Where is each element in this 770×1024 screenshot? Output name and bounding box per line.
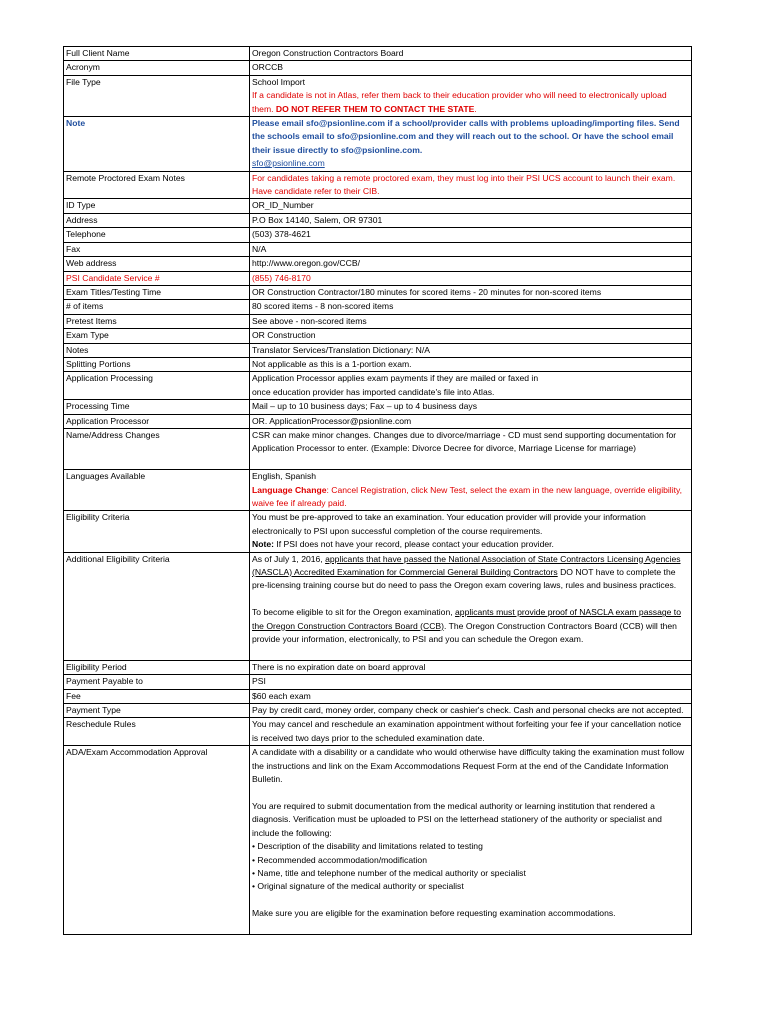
table-row [64, 689, 692, 703]
table-row [64, 199, 692, 213]
table-row [64, 242, 692, 256]
email-link[interactable]: sfo@psionline.com [252, 158, 325, 169]
ada-bullet: • Name, title and telephone number of the medical authority or specialist [252, 867, 526, 878]
row-value: Mail – up to 10 business days; Fax – up to 4 business days [250, 400, 692, 414]
row-value: http://www.oregon.gov/CCB/ [250, 257, 692, 271]
row-label: Languages Available [64, 470, 250, 511]
row-label: ADA/Exam Accommodation Approval [64, 746, 250, 935]
table-row [64, 285, 692, 299]
ada-documentation: You are required to submit documentation from the medical authority or learning institution that rendered a diagnosis. Verification must be uploaded to PSI on the letterhead stationery of the authority or specialist and include the following: [252, 800, 662, 838]
row-value: (503) 378-4621 [250, 228, 692, 242]
row-label: Telephone [64, 228, 250, 242]
table-row [64, 357, 692, 371]
row-label: Application Processing [64, 372, 250, 400]
table-row [64, 75, 692, 116]
row-label: File Type [64, 75, 250, 116]
table-row [64, 228, 692, 242]
nascla-text: As of July 1, 2016, [252, 553, 326, 564]
ada-intro: A candidate with a disability or a candidate who would otherwise have difficulty taking the examination must follow the instructions and link on the Exam Accommodations Request Form at the end of the Candidate Information Bulletin. [252, 747, 685, 785]
table-row [64, 552, 692, 660]
row-label: Remote Proctored Exam Notes [64, 171, 250, 199]
row-value: OR Construction Contractor/180 minutes for scored items - 20 minutes for non-scored items [250, 285, 692, 299]
row-label: # of items [64, 300, 250, 314]
table-row [64, 300, 692, 314]
row-value [250, 470, 692, 511]
table-row [64, 271, 692, 285]
table-row [64, 675, 692, 689]
row-label: Web address [64, 257, 250, 271]
row-value: For candidates taking a remote proctored exam, they must log into their PSI UCS account to launch their exam. Have candidate refer to their CIB. [250, 171, 692, 199]
row-label: Application Processor [64, 414, 250, 428]
row-value [250, 552, 692, 660]
file-type-value: School Import [252, 76, 306, 87]
row-label: PSI Candidate Service # [64, 271, 250, 285]
table-row [64, 213, 692, 227]
oregon-eligibility-text: To become eligible to sit for the Oregon examination, [252, 607, 456, 618]
table-row [64, 414, 692, 428]
languages-value: English, Spanish [252, 471, 317, 482]
row-label: Pretest Items [64, 314, 250, 328]
row-value: N/A [250, 242, 692, 256]
row-label: Full Client Name [64, 47, 250, 61]
row-value: PSI [250, 675, 692, 689]
table-row [64, 314, 692, 328]
application-processing-line: once education provider has imported candidate's file into Atlas. [252, 386, 495, 397]
row-value [250, 511, 692, 552]
row-label: Fax [64, 242, 250, 256]
ada-bullet: • Recommended accommodation/modification [252, 854, 427, 865]
row-value: You may cancel and reschedule an examination appointment without forfeiting your fee if your cancellation notice is received two days prior to the scheduled examination date. [250, 718, 692, 746]
table-row [64, 171, 692, 199]
file-type-note: If a candidate is not in Atlas, refer them back to their education provider who will need to electronically upload them. [252, 90, 667, 114]
table-row [64, 343, 692, 357]
row-value: (855) 746-8170 [250, 271, 692, 285]
row-value: OR_ID_Number [250, 199, 692, 213]
client-info-sheet [63, 46, 689, 935]
row-value: $60 each exam [250, 689, 692, 703]
row-value: OR Construction [250, 329, 692, 343]
row-value: OR. ApplicationProcessor@psionline.com [250, 414, 692, 428]
file-type-warning-end: . [474, 103, 477, 114]
row-label: Name/Address Changes [64, 428, 250, 469]
oregon-eligibility-text-end: . The Oregon Construction Contractors Board (CCB) will then provide your information, electronically, to PSI and you can schedule the Oregon exam. [252, 620, 677, 645]
table-row [64, 372, 692, 400]
table-row [64, 428, 692, 469]
language-change-label: Language Change [252, 484, 327, 495]
row-value: Translator Services/Translation Dictionary: N/A [250, 343, 692, 357]
table-row [64, 511, 692, 552]
row-value [250, 372, 692, 400]
oregon-eligibility-underlined: applicants must provide proof of NASCLA exam passage to the Oregon Construction Contractors Board (CCB) [252, 607, 681, 631]
table-row [64, 47, 692, 61]
row-label: Acronym [64, 61, 250, 75]
table-row [64, 718, 692, 746]
row-value: Oregon Construction Contractors Board [250, 47, 692, 61]
table-row [64, 257, 692, 271]
table-row [64, 746, 692, 935]
eligibility-note-label: Note: [252, 539, 274, 550]
language-change-text: : Cancel Registration, click New Test, select the exam in the new language, override eligibility, waive fee if already paid. [252, 484, 683, 508]
table-row [64, 660, 692, 674]
row-value: 80 scored items - 8 non-scored items [250, 300, 692, 314]
table-row [64, 61, 692, 75]
row-label: Address [64, 213, 250, 227]
table-row [64, 329, 692, 343]
client-info-table [63, 46, 692, 935]
row-label: Exam Type [64, 329, 250, 343]
name-address-text: CSR can make minor changes. Changes due to divorce/marriage - CD must send supporting documentation for Application Processor to enter. (Example: Divorce Decree for divorce, Marriage License for marriage) [252, 429, 677, 454]
row-value [250, 746, 692, 935]
row-label: Payment Payable to [64, 675, 250, 689]
row-label: Fee [64, 689, 250, 703]
row-value [250, 428, 692, 469]
ada-bullet: • Original signature of the medical authority or specialist [252, 881, 464, 892]
row-value: There is no expiration date on board approval [250, 660, 692, 674]
nascla-underlined: applicants that have passed the National Association of State Contractors Licensing Agencies (NASCLA) Accredited Examination for Commercial General Building Contractors [252, 553, 681, 578]
application-processing-line: Application Processor applies exam payments if they are mailed or faxed in [252, 373, 539, 384]
row-label: Reschedule Rules [64, 718, 250, 746]
row-label: ID Type [64, 199, 250, 213]
row-label: Processing Time [64, 400, 250, 414]
note-text: Please email sfo@psionline.com if a school/provider calls with problems uploading/importing files. Send the schools email to sfo@psionline.com and they will reach out to the school. Or have the school email their issue directly to sfo@psionline.com. [252, 118, 680, 155]
eligibility-text: You must be pre-approved to take an examination. Your education provider will provide your information electronically to PSI upon successful completion of the course requirements. [252, 512, 646, 536]
row-label: Payment Type [64, 704, 250, 718]
row-label: Eligibility Criteria [64, 511, 250, 552]
row-value: P.O Box 14140, Salem, OR 97301 [250, 213, 692, 227]
file-type-warning: DO NOT REFER THEM TO CONTACT THE STATE [275, 103, 475, 114]
row-value: Pay by credit card, money order, company check or cashier's check. Cash and personal checks are not accepted. [250, 704, 692, 718]
row-label: Notes [64, 343, 250, 357]
row-label-note: Note [64, 117, 250, 172]
ada-eligibility-reminder: Make sure you are eligible for the examination before requesting examination accommodations. [252, 908, 616, 919]
row-label: Additional Eligibility Criteria [64, 552, 250, 660]
row-value: ORCCB [250, 61, 692, 75]
row-value [250, 117, 692, 172]
row-value [250, 75, 692, 116]
row-label: Exam Titles/Testing Time [64, 285, 250, 299]
ada-bullet: • Description of the disability and limitations related to testing [252, 841, 483, 852]
row-value: See above - non-scored items [250, 314, 692, 328]
table-row [64, 117, 692, 172]
row-value: Not applicable as this is a 1-portion exam. [250, 357, 692, 371]
table-row [64, 470, 692, 511]
row-label: Eligibility Period [64, 660, 250, 674]
row-label: Splitting Portions [64, 357, 250, 371]
nascla-text-end: DO NOT have to complete the pre-licensing training course but do need to pass the Oregon exam covering laws, rules and business practices. [252, 567, 677, 591]
table-row [64, 704, 692, 718]
eligibility-note-text: If PSI does not have your record, please contact your education provider. [273, 539, 554, 550]
table-row [64, 400, 692, 414]
